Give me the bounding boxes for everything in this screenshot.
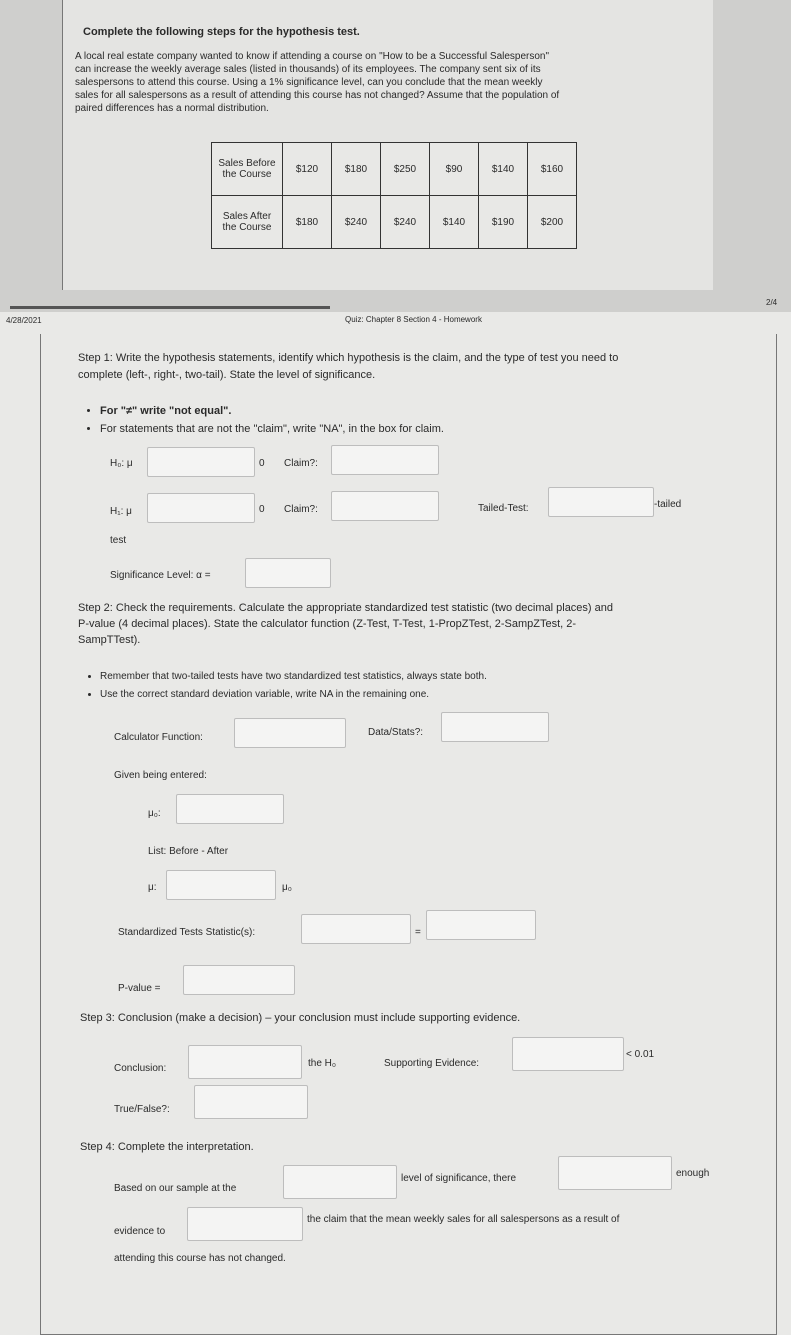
test-statistic-input-2[interactable] bbox=[426, 910, 536, 940]
is-is-not-input[interactable] bbox=[558, 1156, 672, 1190]
step4-text: Step 4: Complete the interpretation. bbox=[80, 1141, 254, 1153]
cell: $180 bbox=[332, 143, 381, 196]
problem-line: salespersons to attend this course. Using a 1% significance level, can you conclude that the mean weekly bbox=[75, 77, 543, 88]
conclusion-label: Conclusion: bbox=[114, 1063, 167, 1074]
based-text: Based on our sample at the bbox=[114, 1183, 237, 1194]
table-row bbox=[212, 143, 577, 196]
date: 4/28/2021 bbox=[6, 316, 42, 325]
mu0-input[interactable] bbox=[176, 794, 284, 824]
data-stats-label: Data/Stats?: bbox=[368, 727, 424, 738]
h0-operator-input[interactable] bbox=[147, 447, 255, 477]
cell: $250 bbox=[381, 143, 430, 196]
claim-label: Claim?: bbox=[284, 504, 318, 515]
cell: $140 bbox=[479, 143, 528, 196]
problem-line: paired differences has a normal distribution. bbox=[75, 103, 269, 114]
threshold: < 0.01 bbox=[626, 1049, 655, 1060]
calc-function-input[interactable] bbox=[234, 718, 346, 748]
mu-input[interactable] bbox=[166, 870, 276, 900]
h1-label: H₁: μ bbox=[110, 506, 132, 517]
bullet: • For "≠" write "not equal". bbox=[100, 402, 444, 420]
separator: = bbox=[415, 927, 421, 938]
mu0-suffix: μ₀ bbox=[282, 882, 292, 893]
data-stats-input[interactable] bbox=[441, 712, 549, 742]
previous-page bbox=[62, 0, 713, 290]
conclusion-input[interactable] bbox=[188, 1045, 302, 1079]
step2-line: SampTTest). bbox=[78, 634, 141, 646]
evidence-text: evidence to bbox=[114, 1226, 166, 1237]
step2-bullets bbox=[84, 668, 487, 704]
level-input[interactable] bbox=[283, 1165, 397, 1199]
h0-claim-input[interactable] bbox=[331, 445, 439, 475]
page-title: Quiz: Chapter 8 Section 4 - Homework bbox=[345, 315, 482, 324]
bullet: • For statements that are not the "claim", write "NA", in the box for claim. bbox=[100, 420, 444, 438]
step2-line: Step 2: Check the requirements. Calculate the appropriate standardized test statistic (two decimal places) and bbox=[78, 602, 613, 614]
row-label: Sales Before the Course bbox=[212, 143, 283, 196]
problem-line: A local real estate company wanted to know if attending a course on "How to be a Successful Salesperson" bbox=[75, 51, 550, 62]
support-reject-input[interactable] bbox=[187, 1207, 303, 1241]
step1-text bbox=[78, 350, 618, 384]
bullet: • Remember that two-tailed tests have two standardized test statistics, always state both. bbox=[100, 668, 487, 686]
sales-table bbox=[211, 142, 577, 249]
tailed-test-label: Tailed-Test: bbox=[478, 503, 529, 514]
tailed-test-input[interactable] bbox=[548, 487, 654, 517]
claim-label: Claim?: bbox=[284, 458, 318, 469]
cell: $190 bbox=[479, 196, 528, 249]
h1-operator-input[interactable] bbox=[147, 493, 255, 523]
step2-text bbox=[78, 600, 613, 648]
tailed-suffix: -tailed bbox=[654, 499, 682, 510]
given-label: Given being entered: bbox=[114, 770, 207, 781]
support-input[interactable] bbox=[512, 1037, 624, 1071]
table-row bbox=[212, 196, 577, 249]
mu0-label: μ₀: bbox=[148, 808, 161, 819]
h1-value: 0 bbox=[259, 504, 265, 515]
bullet: • Use the correct standard deviation variable, write NA in the remaining one. bbox=[100, 686, 487, 704]
cell: $160 bbox=[528, 143, 577, 196]
mu-label: μ: bbox=[148, 882, 157, 893]
heading: Complete the following steps for the hypothesis test. bbox=[83, 26, 360, 38]
p-value-input[interactable] bbox=[183, 965, 295, 995]
test-statistic-label: Standardized Tests Statistic(s): bbox=[118, 927, 256, 938]
step1-line: Step 1: Write the hypothesis statements, identify which hypothesis is the claim, and the type of test you need to bbox=[78, 352, 619, 364]
problem-line: can increase the weekly average sales (listed in thousands) of its employees. The company sent six of its bbox=[75, 64, 541, 75]
h0-suffix: the H₀ bbox=[308, 1058, 337, 1069]
end-text: attending this course has not changed. bbox=[114, 1253, 286, 1264]
cell: $90 bbox=[430, 143, 479, 196]
test-statistic-input-1[interactable] bbox=[301, 914, 411, 944]
level-text: level of significance, there bbox=[401, 1173, 517, 1184]
problem-line: sales for all salespersons as a result of attending this course has not changed? Assume that the population of bbox=[75, 90, 560, 101]
h1-claim-input[interactable] bbox=[331, 491, 439, 521]
problem-text bbox=[75, 50, 559, 115]
blurred-url bbox=[10, 306, 330, 309]
cell: $120 bbox=[283, 143, 332, 196]
h0-value: 0 bbox=[259, 458, 265, 469]
significance-label: Significance Level: α = bbox=[110, 570, 211, 581]
list-label: List: Before - After bbox=[148, 846, 229, 857]
significance-input[interactable] bbox=[245, 558, 331, 588]
step1-line: complete (left-, right-, two-tail). State the level of significance. bbox=[78, 369, 376, 381]
step1-bullets bbox=[84, 402, 444, 438]
calc-function-label: Calculator Function: bbox=[114, 732, 203, 743]
page-number: 2/4 bbox=[766, 298, 778, 307]
cell: $180 bbox=[283, 196, 332, 249]
h0-label: H₀: μ bbox=[110, 458, 133, 469]
cell: $200 bbox=[528, 196, 577, 249]
claim-text: the claim that the mean weekly sales for all salespersons as a result of bbox=[307, 1214, 620, 1225]
test-label: test bbox=[110, 535, 127, 546]
cell: $240 bbox=[381, 196, 430, 249]
row-label: Sales After the Course bbox=[212, 196, 283, 249]
step3-text: Step 3: Conclusion (make a decision) – your conclusion must include supporting evidence. bbox=[80, 1012, 521, 1024]
cell: $240 bbox=[332, 196, 381, 249]
step2-line: P-value (4 decimal places). State the calculator function (Z-Test, T-Test, 1-PropZTest, 2-SampZTest, 2- bbox=[78, 618, 577, 630]
cell: $140 bbox=[430, 196, 479, 249]
true-false-label: True/False?: bbox=[114, 1104, 170, 1115]
true-false-input[interactable] bbox=[194, 1085, 308, 1119]
p-value-label: P-value = bbox=[118, 983, 161, 994]
support-label: Supporting Evidence: bbox=[384, 1058, 480, 1069]
enough-text: enough bbox=[676, 1168, 710, 1179]
